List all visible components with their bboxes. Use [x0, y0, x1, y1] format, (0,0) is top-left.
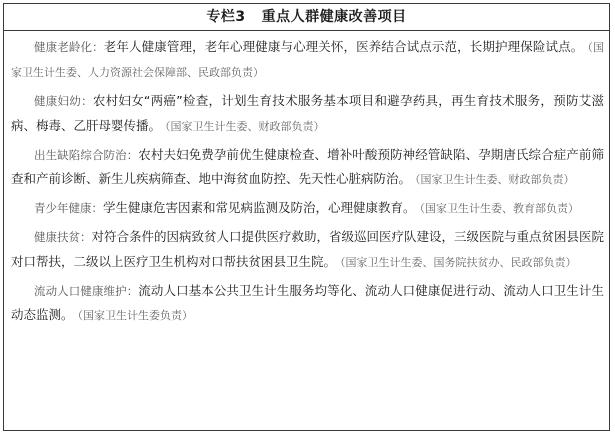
item-agencies: （国家卫生计生委负责） — [77, 309, 194, 323]
project-item-adolescent-health — [11, 196, 604, 221]
item-text: 学生健康危害因素和常见病监测及防治，心理健康教育。 — [103, 200, 416, 216]
panel-title-bar — [4, 4, 609, 31]
item-text: 对符合条件的因病致贫人口提供医疗救助，省级巡回医疗队建设，三级医院与重点贫困县医院对口帮扶，二级以上医疗卫生机构对口帮扶贫困县卫生院。 — [11, 229, 605, 269]
project-item-maternal-child — [11, 89, 604, 138]
item-agencies: （国家卫生计生委、人力资源社会保障部、民政部负责） — [11, 41, 604, 80]
item-heading: 健康扶贫： — [34, 230, 92, 245]
project-item-migrant-health — [11, 279, 604, 328]
project-panel — [3, 3, 610, 431]
item-text: 老年人健康管理，老年心理健康与心理关怀，医养结合试点示范，长期护理保险试点。 — [103, 39, 584, 54]
item-heading: 流动人口健康维护： — [34, 283, 139, 298]
panel-title: 重点人群健康改善项目 — [261, 9, 407, 25]
item-heading: 健康老龄化： — [34, 40, 104, 54]
item-agencies: （国家卫生计生委、教育部负责） — [419, 202, 580, 216]
item-agencies: （国家卫生计生委、国务院扶贫办、民政部负责） — [340, 255, 577, 269]
item-text: 农村妇女“两癌”检查，计划生育技术服务基本项目和避孕药具，再生育技术服务，预防艾滋病、梅毒、乙肝母婴传播。 — [11, 93, 604, 133]
panel-body — [4, 31, 609, 328]
item-heading: 青少年健康： — [34, 201, 103, 216]
item-heading: 健康妇幼： — [34, 94, 93, 109]
project-item-birth-defects — [11, 143, 604, 192]
item-agencies: （国家卫生计生委、财政部负责） — [165, 119, 325, 133]
item-heading: 出生缺陷综合防治： — [34, 147, 139, 162]
project-item-poverty-health — [11, 225, 604, 274]
item-agencies: （国家卫生计生委、财政部负责） — [415, 173, 575, 187]
panel-number: 专栏3 — [206, 9, 246, 25]
item-text: 农村夫妇免费孕前优生健康检查、增补叶酸预防神经管缺陷、孕期唐氏综合症产前筛查和产前诊断、新生儿疾病筛查、地中海贫血防控、先天性心脏病防治。 — [11, 146, 604, 187]
item-text: 流动人口基本公共卫生计生服务均等化、流动人口健康促进行动、流动人口卫生计生动态监测。 — [11, 282, 604, 323]
project-item-healthy-aging — [11, 35, 604, 85]
